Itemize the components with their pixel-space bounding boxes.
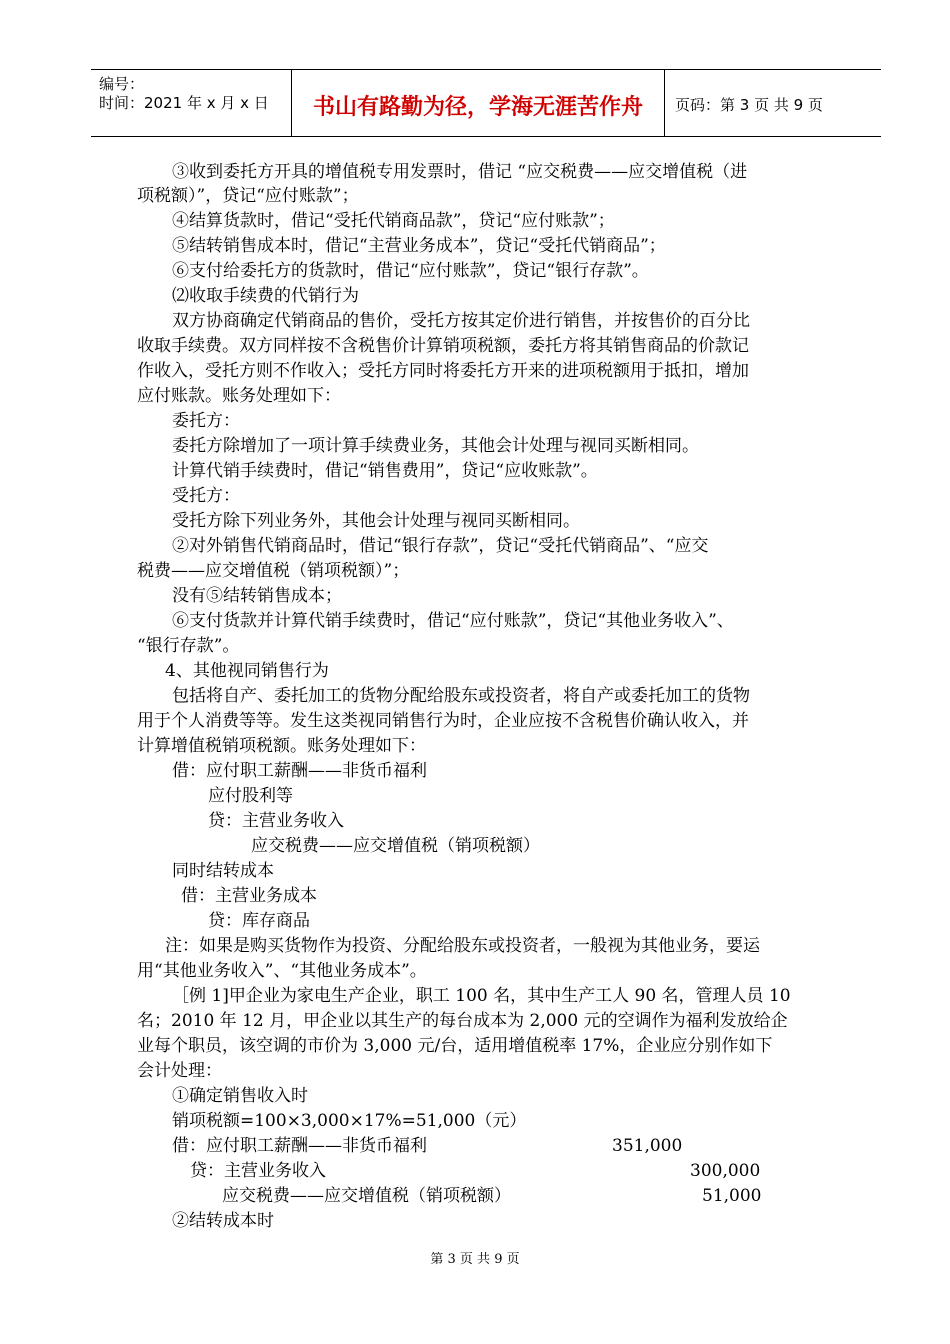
journal-line: 贷：库存商品 [208,911,310,931]
text-line: 名；2010 年 12 月，甲企业以其生产的每台成本为 2,000 元的空调作为福利发放给企 [137,1011,788,1031]
text-line: ［例 1]甲企业为家电生产企业，职工 100 名，其中生产工人 90 名，管理人员 10 [172,986,791,1006]
text-line: 委托方除增加了一项计算手续费业务，其他会计处理与视同买断相同。 [172,436,699,456]
text-line: ⑥支付货款并计算代销手续费时，借记“应付账款”，贷记“其他业务收入”、 [172,611,734,631]
debit-amount: 351,000 [612,1136,683,1156]
text-line: 受托方除下列业务外，其他会计处理与视同买断相同。 [172,511,580,531]
text-line: “银行存款”。 [137,636,240,656]
text-line: 同时结转成本 [172,861,274,881]
section-heading: ⑵收取手续费的代销行为 [172,286,359,306]
text-line: 应付账款。账务处理如下： [137,386,341,406]
text-line: ④结算货款时，借记“受托代销商品款”，贷记“应付账款”； [172,211,615,231]
text-line: 销项税额=100×3,000×17%=51,000（元） [172,1111,527,1131]
journal-line: 贷：主营业务收入 [208,811,344,831]
text-line: ①确定销售收入时 [172,1086,308,1106]
header-motto-cell [292,70,665,136]
journal-line: 应交税费——应交增值税（销项税额） [222,1186,511,1206]
text-line: 委托方： [172,411,240,431]
journal-line: 借：应付职工薪酬——非货币福利 [172,1136,427,1156]
journal-line: 应付股利等 [208,786,293,806]
text-line: 用“其他业务收入”、“其他业务成本”。 [137,961,427,981]
text-line: 收取手续费。双方同样按不含税售价计算销项税额，委托方将其销售商品的价款记 [137,336,749,356]
text-line: ②结转成本时 [172,1211,274,1231]
text-line: ②对外销售代销商品时，借记“银行存款”，贷记“受托代销商品”、“应交 [172,536,709,556]
text-line: 计算代销手续费时，借记“销售费用”，贷记“应收账款”。 [172,461,598,481]
text-line: 用于个人消费等等。发生这类视同销售行为时，企业应按不含税售价确认收入，并 [137,711,749,731]
text-line: 包括将自产、委托加工的货物分配给股东或投资者，将自产或委托加工的货物 [172,686,750,706]
text-line: 注：如果是购买货物作为投资、分配给股东或投资者，一般视为其他业务，要运 [165,936,760,956]
header-page-cell [665,70,881,136]
text-line: 双方协商确定代销商品的售价，受托方按其定价进行销售，并按售价的百分比 [172,311,750,331]
text-line: ⑤结转销售成本时，借记“主营业务成本”，贷记“受托代销商品”； [172,236,666,256]
journal-line: 应交税费——应交增值税（销项税额） [251,836,540,856]
text-line: ③收到委托方开具的增值税专用发票时，借记 “应交税费——应交增值税（进 [172,162,748,182]
number-label: 编号： [99,75,145,93]
text-line: 没有⑤结转销售成本； [172,586,342,606]
time-label: 时间：2021 年 x 月 x 日 [99,94,269,112]
header-meta-cell [91,70,292,136]
journal-line: 借：主营业务成本 [181,886,317,906]
text-line: 会计处理： [137,1061,222,1081]
credit-amount: 300,000 [690,1161,761,1181]
motto: 书山有路勤为径，学海无涯苦作舟 [312,95,643,120]
journal-line: 借：应付职工薪酬——非货币福利 [172,761,427,781]
journal-line: 贷：主营业务收入 [190,1161,326,1181]
text-line: 税费——应交增值税（销项税额）”； [137,561,410,581]
page-footer: 第 3 页 共 9 页 [430,1252,520,1267]
section-heading: 4、其他视同销售行为 [165,661,329,681]
text-line: 业每个职员，该空调的市价为 3,000 元/台，适用增值税率 17%，企业应分别作如下 [137,1036,773,1056]
text-line: 计算增值税销项税额。账务处理如下： [137,736,426,756]
credit-amount: 51,000 [702,1186,762,1206]
text-line: 作收入，受托方则不作收入；受托方同时将委托方开来的进项税额用于抵扣，增加 [137,361,749,381]
text-line: 项税额）”，贷记“应付账款”； [137,186,359,206]
text-line: 受托方： [172,486,240,506]
page-label: 页码：第 3 页 共 9 页 [675,96,823,114]
text-line: ⑥支付给委托方的货款时，借记“应付账款”，贷记“银行存款”。 [172,261,649,281]
page-header [91,69,881,137]
